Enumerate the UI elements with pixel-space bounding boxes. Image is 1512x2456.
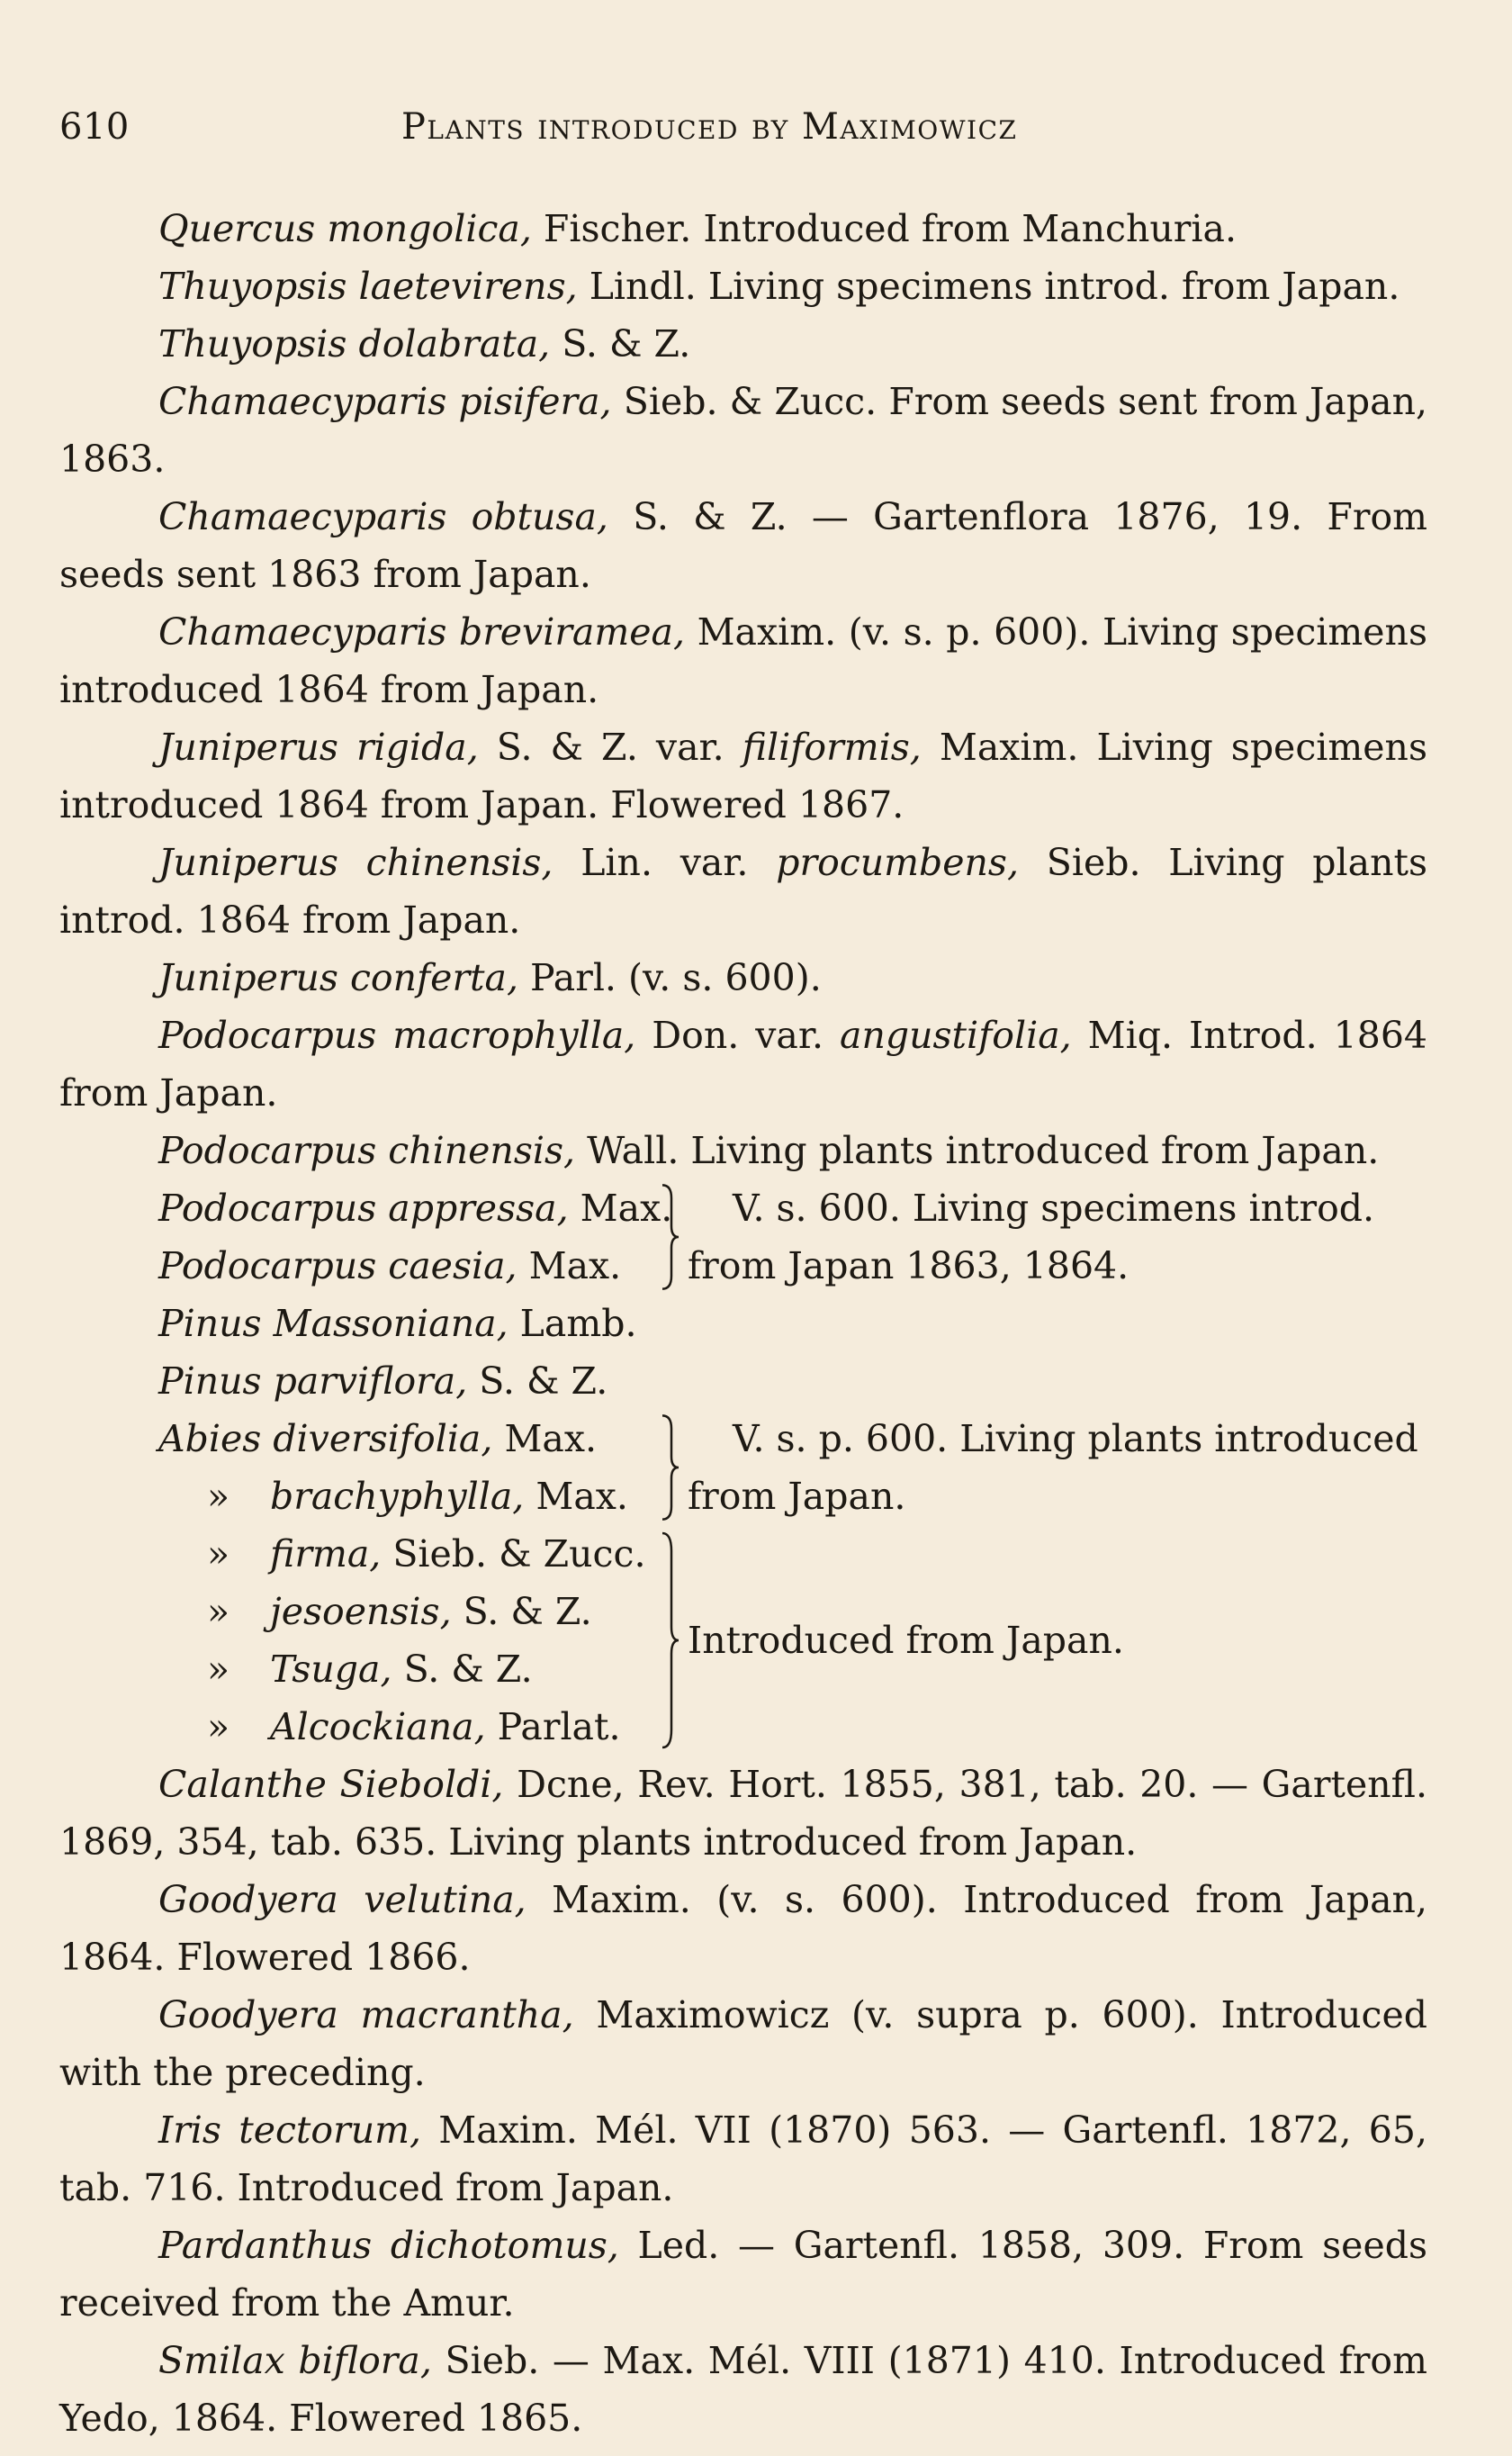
entry-calanthe-sieboldi xyxy=(59,1756,1427,1871)
abies-brace-group-1 xyxy=(59,1410,1427,1525)
entry-chamaecyparis-obtusa xyxy=(59,488,1427,603)
entry-text: Max. xyxy=(568,1187,673,1230)
entry-goodyera-macrantha xyxy=(59,1986,1427,2101)
entry-thuyopsis-dolabrata xyxy=(59,315,1427,373)
species-name: Goodyera velutina, xyxy=(158,1878,526,1921)
entry-smilax-biflora xyxy=(59,2332,1427,2447)
entry-text: Miq. Introd. 1864 from Japan. xyxy=(59,1014,1428,1115)
entry-pinus-massoniana xyxy=(59,1295,1427,1352)
species-name: firma, xyxy=(270,1532,382,1576)
group-entry xyxy=(158,1525,655,1583)
entry-podocarpus-chinensis xyxy=(59,1122,1427,1179)
group-note-line: V. s. p. 600. Living plants introduced xyxy=(733,1417,1418,1460)
entry-goodyera-velutina xyxy=(59,1871,1427,1986)
entry-text: Sieb. & Zucc. xyxy=(381,1532,646,1576)
brace-group-note xyxy=(688,1179,1427,1295)
brace-group-names xyxy=(59,1525,655,1756)
species-name: Podocarpus appressa, xyxy=(158,1187,569,1230)
brace-group-note xyxy=(688,1410,1427,1525)
entry-juniperus-rigida xyxy=(59,718,1427,834)
entry-text: Led. — Gartenfl. 1858, 309. From seeds received from the Amur. xyxy=(59,2224,1427,2325)
entry-chamaecyparis-pisifera xyxy=(59,373,1427,488)
species-name: Calanthe Sieboldi, xyxy=(158,1763,504,1806)
species-name: Alcockiana, xyxy=(270,1705,486,1748)
entry-text: Dcne, Rev. Hort. 1855, 381, tab. 20. — Gartenfl. 1869, 354, tab. 635. Living plants introduced from Japan. xyxy=(59,1763,1427,1864)
group-note-line: from Japan 1863, 1864. xyxy=(688,1244,1130,1287)
species-name: Quercus mongolica, xyxy=(158,207,532,250)
species-name: brachyphylla, xyxy=(270,1475,525,1518)
entry-text: Parl. (v. s. 600). xyxy=(518,956,822,999)
entry-text: Sieb. Living plants introd. 1864 from Japan. xyxy=(59,841,1427,942)
species-name: Podocarpus macrophylla, xyxy=(158,1014,636,1057)
species-name: Pardanthus dichotomus, xyxy=(158,2224,619,2267)
variety-name: filiformis, xyxy=(742,726,922,769)
entry-text: Sieb. & Zucc. From seeds sent from Japan, 1863. xyxy=(59,380,1428,481)
entry-pinus-parviflora xyxy=(59,1352,1427,1410)
curly-brace-icon xyxy=(655,1525,688,1756)
group-entry xyxy=(158,1179,673,1237)
entry-podocarpus-macrophylla xyxy=(59,1007,1427,1122)
species-name: Smilax biflora, xyxy=(158,2339,432,2382)
group-entry xyxy=(158,1410,655,1467)
group-entry xyxy=(158,1640,655,1698)
species-name: Thuyopsis laetevirens, xyxy=(158,265,578,308)
brace-group-names xyxy=(59,1410,655,1525)
entry-text: Lamb. xyxy=(508,1302,637,1345)
group-entry xyxy=(158,1583,655,1640)
entry-text: S. & Z. xyxy=(467,1359,608,1403)
entry-text: Maxim. (v. s. 600). Introduced from Japan, 1864. Flowered 1866. xyxy=(59,1878,1427,1979)
variety-name: angustifolia, xyxy=(840,1014,1072,1057)
curly-brace-icon xyxy=(655,1179,688,1295)
species-name: Tsuga, xyxy=(270,1648,392,1691)
species-name: Chamaecyparis obtusa, xyxy=(158,495,608,538)
species-name: Abies diversifolia, xyxy=(158,1417,493,1460)
species-name: Podocarpus chinensis, xyxy=(158,1129,576,1172)
group-entry xyxy=(158,1467,655,1525)
species-name: Thuyopsis dolabrata, xyxy=(158,322,551,366)
species-name: Iris tectorum, xyxy=(158,2108,422,2152)
group-entry xyxy=(158,1237,655,1295)
entry-text: S. & Z. var. xyxy=(478,726,742,769)
entry-juniperus-chinensis xyxy=(59,834,1427,949)
running-head: Plants introduced by Maximowicz xyxy=(401,106,1018,148)
species-name: Juniperus conferta, xyxy=(158,956,518,999)
page-number: 610 xyxy=(59,106,130,148)
entry-iris-tectorum xyxy=(59,2101,1427,2217)
entry-text: Max. xyxy=(517,1244,622,1287)
ditto-mark: » xyxy=(207,1648,230,1691)
entry-text: Fischer. Introduced from Manchuria. xyxy=(531,207,1237,250)
species-name: jesoensis, xyxy=(270,1590,452,1633)
entry-text: S. & Z. xyxy=(451,1590,592,1633)
entry-text: Maxim. Living specimens introduced 1864 from Japan. Flowered 1867. xyxy=(59,726,1427,826)
species-name: Juniperus rigida, xyxy=(158,726,479,769)
variety-name: procumbens, xyxy=(776,841,1019,884)
group-note-line: Introduced from Japan. xyxy=(688,1619,1124,1662)
entry-text: S. & Z. xyxy=(550,322,691,366)
ditto-mark: » xyxy=(207,1532,230,1576)
entry-text: Don. var. xyxy=(635,1014,840,1057)
group-entry xyxy=(158,1698,655,1756)
brace-group-names xyxy=(59,1179,673,1295)
entry-text: Maximowicz (v. supra p. 600). Introduced with the preceding. xyxy=(59,1993,1427,2094)
ditto-mark: » xyxy=(207,1705,230,1748)
group-note-line: from Japan. xyxy=(688,1475,906,1518)
entry-text: S. & Z. xyxy=(392,1648,533,1691)
entry-text: Max. xyxy=(524,1475,628,1518)
species-name: Goodyera macrantha, xyxy=(158,1993,574,2036)
entry-chamaecyparis-breviramea xyxy=(59,603,1427,718)
entry-pardanthus-dichotomus xyxy=(59,2217,1427,2332)
entry-text: Lindl. Living specimens introd. from Japan. xyxy=(577,265,1400,308)
page-header xyxy=(59,106,1427,160)
entry-juniperus-conferta xyxy=(59,949,1427,1007)
entry-text: Wall. Living plants introduced from Japan. xyxy=(575,1129,1380,1172)
entry-text: Max. xyxy=(492,1417,598,1460)
species-name: Juniperus chinensis, xyxy=(158,841,554,884)
podocarpus-brace-group xyxy=(59,1179,1427,1295)
abies-brace-group-2 xyxy=(59,1525,1427,1756)
entry-quercus-mongolica xyxy=(59,200,1427,257)
group-note-line: V. s. 600. Living specimens introd. xyxy=(733,1187,1375,1230)
entry-text: Maxim. (v. s. p. 600). Living specimens introduced 1864 from Japan. xyxy=(59,610,1428,711)
entry-text: Parlat. xyxy=(485,1705,621,1748)
ditto-mark: » xyxy=(207,1475,230,1518)
species-name: Podocarpus caesia, xyxy=(158,1244,518,1287)
entry-thuyopsis-laetevirens xyxy=(59,257,1427,315)
entry-text: Sieb. — Max. Mél. VIII (1871) 410. Introduced from Yedo, 1864. Flowered 1865. xyxy=(59,2339,1427,2440)
page-body xyxy=(59,200,1427,2447)
species-name: Pinus parviflora, xyxy=(158,1359,468,1403)
species-name: Chamaecyparis pisifera, xyxy=(158,380,612,423)
species-name: Chamaecyparis breviramea, xyxy=(158,610,685,654)
species-name: Pinus Massoniana, xyxy=(158,1302,508,1345)
ditto-mark: » xyxy=(207,1590,230,1633)
entry-text: Maxim. Mél. VII (1870) 563. — Gartenfl. 1872, 65, tab. 716. Introduced from Japan. xyxy=(59,2108,1427,2209)
entry-text: Lin. var. xyxy=(553,841,777,884)
brace-group-note xyxy=(688,1525,1427,1756)
curly-brace-icon xyxy=(655,1410,688,1525)
entry-text: S. & Z. — Gartenflora 1876, 19. From seeds sent 1863 from Japan. xyxy=(59,495,1428,596)
